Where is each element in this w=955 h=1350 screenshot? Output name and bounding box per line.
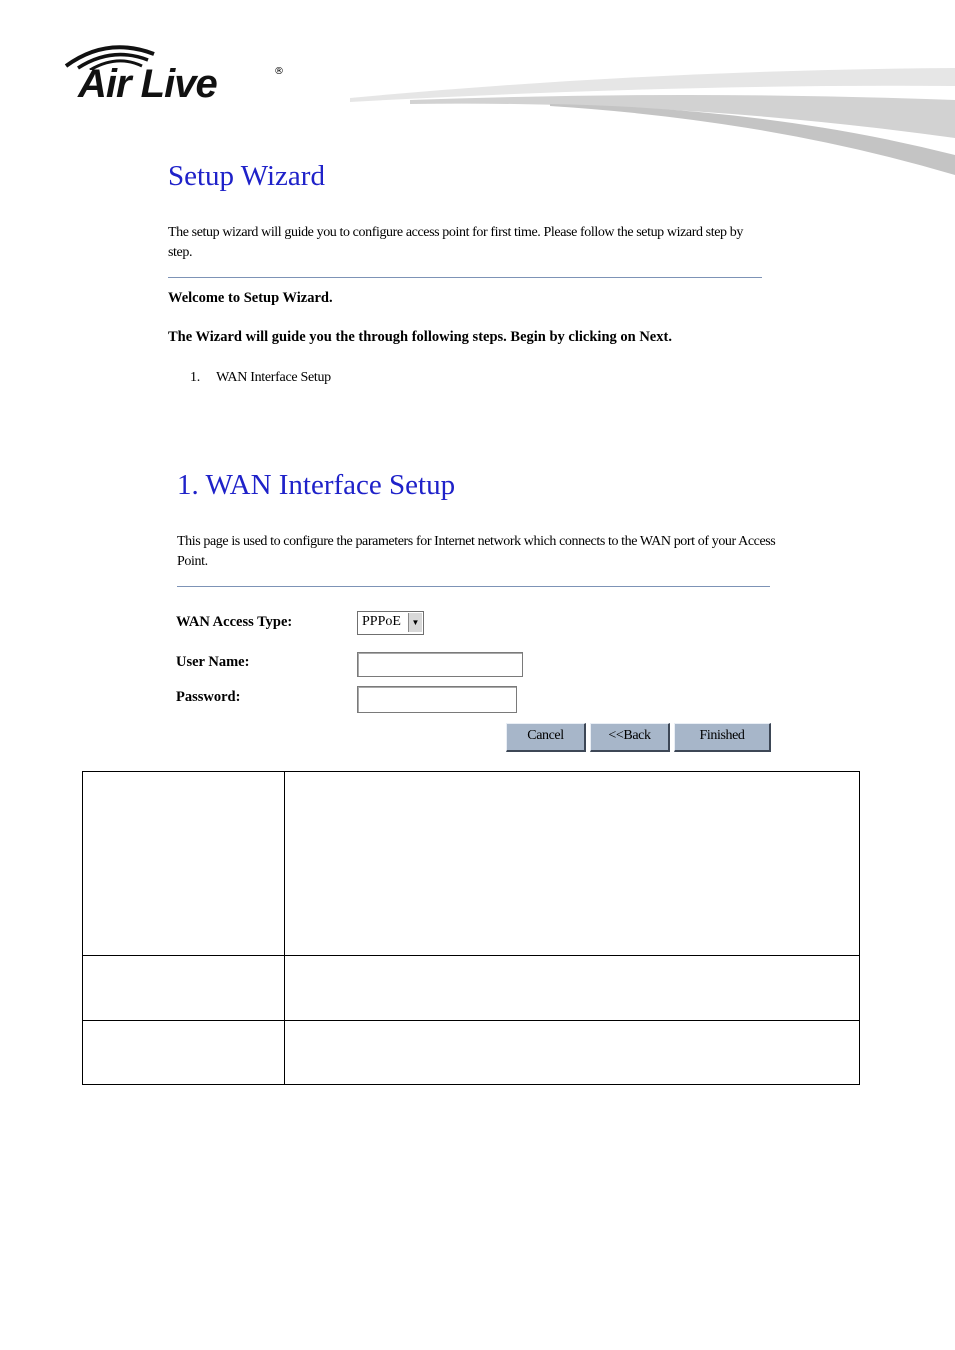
table-row-description — [285, 1021, 859, 1084]
wan-access-type-value: PPPoE — [362, 614, 401, 629]
wan-access-type-select[interactable] — [357, 611, 424, 635]
airlive-logo — [62, 40, 292, 110]
table-row-label — [83, 1021, 284, 1084]
divider — [177, 586, 770, 587]
back-button[interactable]: <<Back — [590, 723, 670, 752]
cancel-button[interactable]: Cancel — [506, 723, 586, 752]
header-swoosh — [350, 60, 955, 180]
table-row-label — [83, 956, 284, 1020]
wan-access-type-label: WAN Access Type: — [176, 614, 293, 630]
settings-table — [82, 771, 860, 1085]
step-label: WAN Interface Setup — [216, 370, 331, 385]
username-label: User Name: — [176, 654, 250, 670]
username-input[interactable] — [357, 652, 523, 677]
divider — [168, 277, 762, 278]
table-row-description — [285, 956, 859, 1020]
setup-wizard-title: Setup Wizard — [168, 160, 325, 192]
wan-setup-title: 1. WAN Interface Setup — [177, 469, 456, 501]
logo-wordmark: Air Live — [78, 62, 217, 106]
password-label: Password: — [176, 689, 241, 705]
table-row-label — [83, 772, 284, 955]
step-list-item — [190, 370, 331, 386]
wan-setup-description: This page is used to configure the parameters for Internet network which connects to the WAN port of your Access Point. — [177, 534, 776, 569]
step-number: 1. — [190, 370, 200, 385]
table-row-description — [285, 772, 859, 955]
finished-button[interactable]: Finished — [674, 723, 771, 752]
chevron-down-icon[interactable]: ▼ — [408, 613, 422, 632]
registered-mark: ® — [274, 66, 284, 77]
setup-wizard-description: The setup wizard will guide you to configure access point for first time. Please follow the setup wizard step by step. — [168, 225, 743, 260]
wizard-instructions: The Wizard will guide you the through following steps. Begin by clicking on Next. — [168, 329, 672, 345]
welcome-text: Welcome to Setup Wizard. — [168, 290, 333, 306]
password-input[interactable] — [357, 686, 517, 713]
